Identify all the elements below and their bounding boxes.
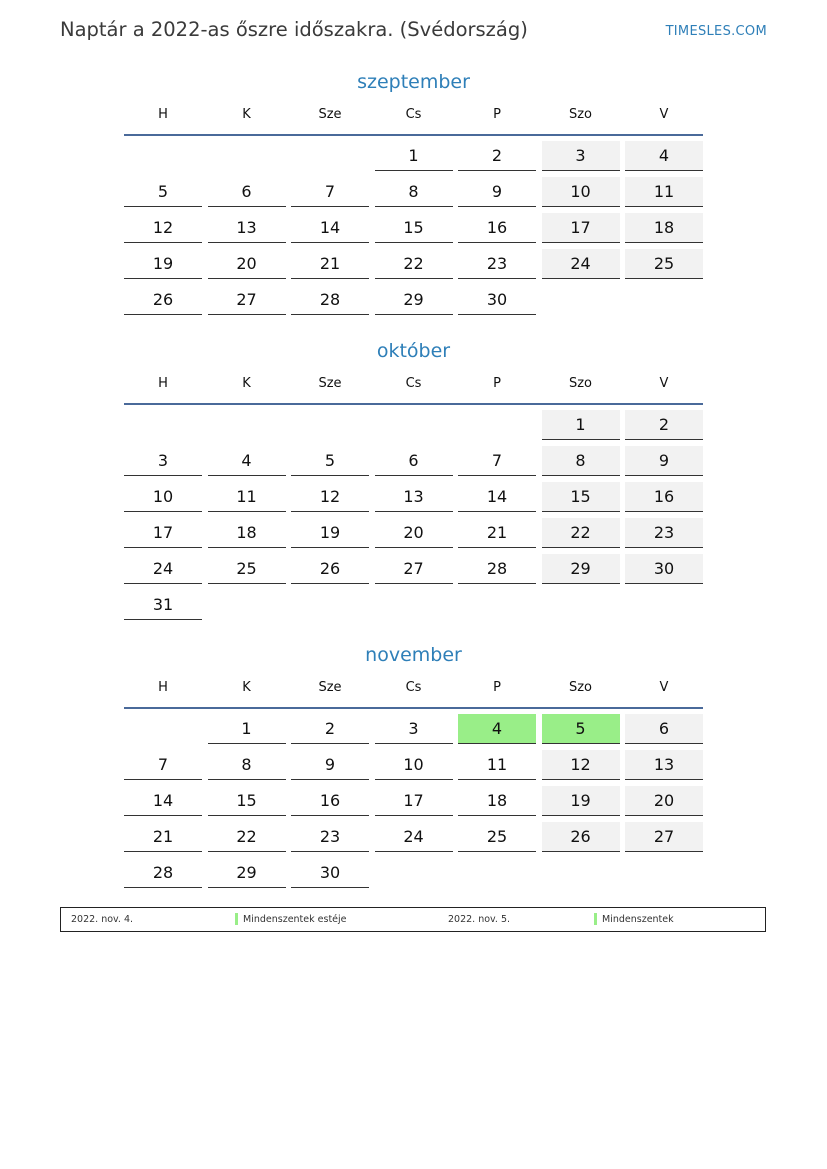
weekday-label: K (242, 680, 251, 695)
weekday-label: Szo (568, 107, 593, 122)
day-cell: 26 (542, 822, 620, 852)
day-cell: 27 (375, 554, 453, 584)
day-cell: 29 (208, 858, 286, 888)
day-cell: 19 (542, 786, 620, 816)
legend-color-marker (235, 913, 238, 925)
day-cell: 7 (458, 446, 536, 476)
day-cell: 19 (291, 518, 369, 548)
day-cell: 10 (375, 750, 453, 780)
legend-date: 2022. nov. 5. (448, 914, 511, 925)
holiday-legend (60, 907, 766, 932)
weekday-label: Sze (318, 680, 342, 695)
day-cell: 12 (542, 750, 620, 780)
month-title: szeptember (357, 71, 470, 93)
day-cell: 16 (458, 213, 536, 243)
day-cell: 21 (291, 249, 369, 279)
legend-holiday-name: Mindenszentek estéje (243, 914, 347, 925)
day-cell: 29 (375, 285, 453, 315)
day-cell: 2 (458, 141, 536, 171)
day-cell: 6 (208, 177, 286, 207)
day-cell: 13 (208, 213, 286, 243)
day-cell: 1 (375, 141, 453, 171)
month-title: november (365, 644, 462, 666)
day-cell: 15 (208, 786, 286, 816)
day-cell: 30 (625, 554, 703, 584)
day-cell: 3 (375, 714, 453, 744)
weekday-label: Szo (568, 680, 593, 695)
day-cell: 31 (124, 590, 202, 620)
day-cell: 14 (124, 786, 202, 816)
weekday-label: Cs (405, 376, 422, 391)
day-cell: 3 (542, 141, 620, 171)
day-cell: 28 (124, 858, 202, 888)
weekday-label: V (659, 107, 669, 122)
weekday-label: Sze (318, 107, 342, 122)
legend-holiday-name: Mindenszentek (602, 914, 674, 925)
day-cell: 1 (542, 410, 620, 440)
day-cell: 13 (625, 750, 703, 780)
weekday-label: Cs (405, 107, 422, 122)
day-cell: 18 (458, 786, 536, 816)
day-cell: 25 (208, 554, 286, 584)
day-cell: 16 (291, 786, 369, 816)
month-november (124, 641, 703, 882)
day-cell: 22 (208, 822, 286, 852)
day-cell: 30 (291, 858, 369, 888)
day-cell: 3 (124, 446, 202, 476)
day-cell: 23 (625, 518, 703, 548)
month-title: október (376, 340, 451, 362)
day-cell: 21 (124, 822, 202, 852)
day-cell: 20 (625, 786, 703, 816)
day-cell: 15 (542, 482, 620, 512)
weekday-label: V (659, 680, 669, 695)
day-cell: 22 (375, 249, 453, 279)
day-cell: 12 (124, 213, 202, 243)
day-cell: 8 (208, 750, 286, 780)
day-cell: 9 (625, 446, 703, 476)
weekday-label: V (659, 376, 669, 391)
weekday-header (124, 371, 703, 405)
day-cell: 24 (124, 554, 202, 584)
day-cell: 8 (542, 446, 620, 476)
day-cell: 29 (542, 554, 620, 584)
day-cell: 17 (542, 213, 620, 243)
month-september (124, 68, 703, 309)
day-cell: 1 (208, 714, 286, 744)
day-cell: 11 (208, 482, 286, 512)
day-cell: 28 (458, 554, 536, 584)
day-cell: 20 (375, 518, 453, 548)
weekday-label: K (242, 107, 251, 122)
day-cell: 26 (291, 554, 369, 584)
day-cell: 6 (375, 446, 453, 476)
day-cell: 7 (291, 177, 369, 207)
weekday-label: Sze (318, 376, 342, 391)
day-cell: 4 (208, 446, 286, 476)
day-cell: 25 (458, 822, 536, 852)
weekday-header (124, 675, 703, 709)
day-cell: 27 (208, 285, 286, 315)
day-cell: 16 (625, 482, 703, 512)
weekday-label: Cs (405, 680, 422, 695)
legend-date: 2022. nov. 4. (71, 914, 134, 925)
day-cell: 9 (291, 750, 369, 780)
weekday-label: H (158, 376, 168, 391)
day-cell: 24 (375, 822, 453, 852)
day-cell: 30 (458, 285, 536, 315)
month-october (124, 337, 703, 614)
weekday-label: H (158, 680, 168, 695)
day-cell: 5 (542, 714, 620, 744)
day-cell: 28 (291, 285, 369, 315)
day-cell: 2 (625, 410, 703, 440)
day-cell: 10 (542, 177, 620, 207)
day-cell: 17 (124, 518, 202, 548)
weekday-label: Szo (568, 376, 593, 391)
day-cell: 11 (458, 750, 536, 780)
page-title: Naptár a 2022-as őszre időszakra. (Svédország) (60, 18, 528, 41)
day-cell: 25 (625, 249, 703, 279)
day-cell: 11 (625, 177, 703, 207)
day-cell: 27 (625, 822, 703, 852)
weekday-label: P (493, 376, 501, 391)
day-cell: 23 (291, 822, 369, 852)
day-cell: 17 (375, 786, 453, 816)
day-cell: 14 (458, 482, 536, 512)
day-cell: 22 (542, 518, 620, 548)
day-cell: 7 (124, 750, 202, 780)
day-cell: 8 (375, 177, 453, 207)
day-cell: 4 (458, 714, 536, 744)
day-cell: 18 (625, 213, 703, 243)
day-cell: 21 (458, 518, 536, 548)
day-cell: 10 (124, 482, 202, 512)
weekday-label: P (493, 107, 501, 122)
day-cell: 18 (208, 518, 286, 548)
day-cell: 4 (625, 141, 703, 171)
day-cell: 2 (291, 714, 369, 744)
weekday-header (124, 102, 703, 136)
day-cell: 23 (458, 249, 536, 279)
day-cell: 5 (124, 177, 202, 207)
brand-logo[interactable]: TIMESLES.COM (665, 24, 767, 39)
day-cell: 26 (124, 285, 202, 315)
day-cell: 15 (375, 213, 453, 243)
legend-color-marker (594, 913, 597, 925)
day-cell: 12 (291, 482, 369, 512)
day-cell: 19 (124, 249, 202, 279)
day-cell: 14 (291, 213, 369, 243)
day-cell: 6 (625, 714, 703, 744)
day-cell: 24 (542, 249, 620, 279)
day-cell: 13 (375, 482, 453, 512)
day-cell: 9 (458, 177, 536, 207)
weekday-label: H (158, 107, 168, 122)
weekday-label: K (242, 376, 251, 391)
weekday-label: P (493, 680, 501, 695)
day-cell: 20 (208, 249, 286, 279)
day-cell: 5 (291, 446, 369, 476)
